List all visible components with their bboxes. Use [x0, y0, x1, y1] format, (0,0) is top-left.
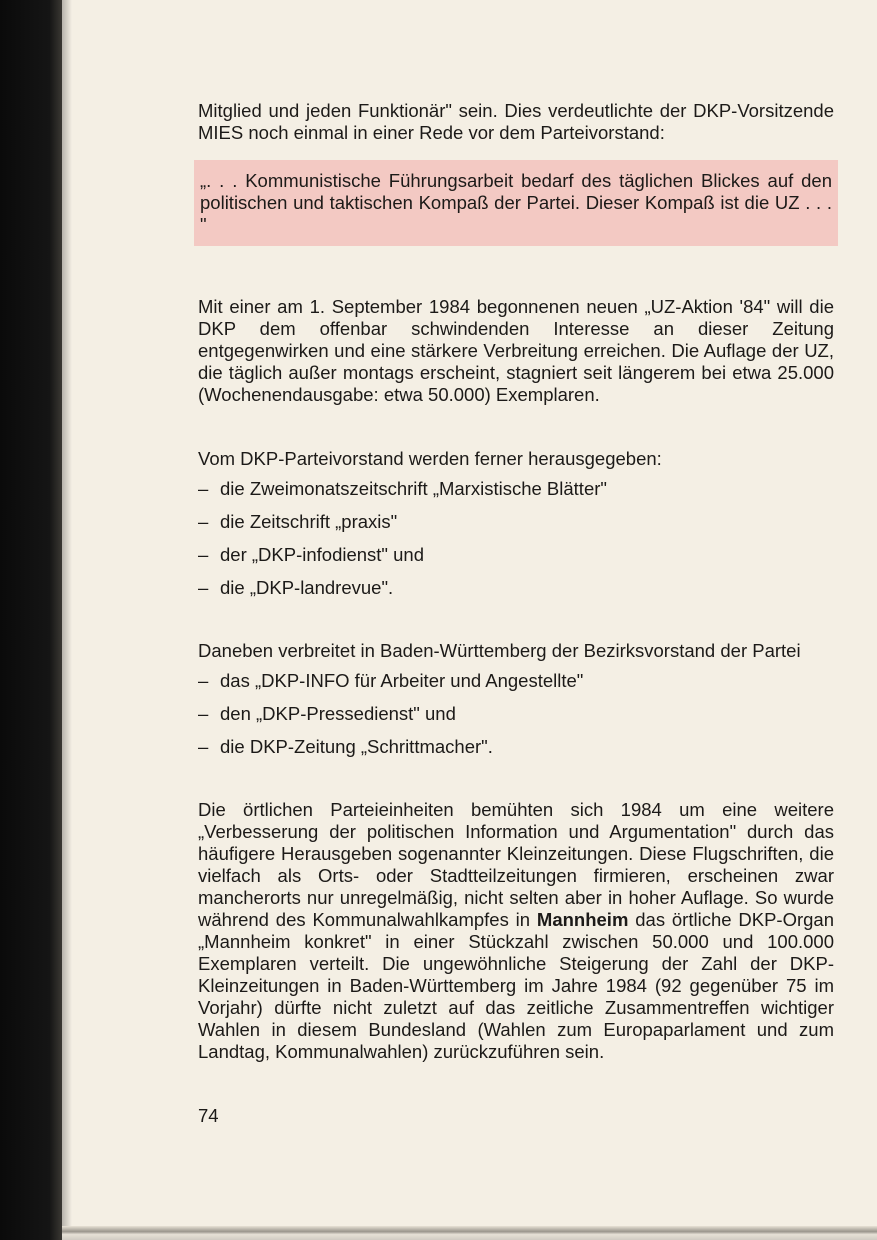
list-item: – die „DKP-landrevue". [198, 577, 394, 598]
page-shadow [62, 0, 72, 1240]
list-item-text: der „DKP-infodienst" und [220, 544, 425, 565]
highlighted-quote: „. . . Kommunistische Führungsarbeit bedarf des täglichen Blickes auf den politischen und taktischen Kompaß der Partei. Dieser Kompaß ist die UZ . . . " [194, 160, 838, 246]
list-item: – das „DKP-INFO für Arbeiter und Angestellte" [198, 670, 584, 691]
list2-intro: Daneben verbreitet in Baden-Württemberg der Bezirksvorstand der Partei [198, 640, 801, 661]
list-item: – der „DKP-infodienst" und [198, 544, 425, 565]
final-text-before: Die örtlichen Parteieinheiten bemühten sich 1984 um eine weitere „Verbesserung der politischen Information und Argumentation" durch das häufigere Herausgeben sogenannter Kleinzeitungen. Diese Flugschriften, die vielfach als Orts- oder Stadtteilzeitungen firmieren, erscheinen zwar mancherorts nur unregelmäßig, nicht selten aber in hoher Auflage. So wurde während des Kommunalwahlkampfes in [198, 799, 834, 930]
list-item: – die Zeitschrift „praxis" [198, 511, 398, 532]
book-binding [0, 0, 62, 1240]
page-bottom-edge [62, 1226, 877, 1240]
final-text-after: das örtliche DKP-Organ „Mannheim konkret" in einer Stückzahl zwischen 50.000 und 100.000 Exemplaren verteilt. Die ungewöhnliche Steigerung der Zahl der DKP-Kleinzeitungen in Baden-Württemberg im Jahre 1984 (92 gegenüber 75 im Vorjahr) dürfte nicht zuletzt auf das zeitliche Zusammentreffen wichtiger Wahlen in diesem Bundesland (Wahlen zum Europaparlament und zum Landtag, Kommunalwahlen) zurückzuführen sein. [198, 909, 834, 1062]
list-item-text: die Zweimonatszeitschrift „Marxistische Blätter" [220, 478, 607, 499]
uz-paragraph: Mit einer am 1. September 1984 begonnenen neuen „UZ-Aktion '84" will die DKP dem offenbar schwindenden Interesse an dieser Zeitung entgegenwirken und eine stärkere Verbreitung erreichen. Die Auflage der UZ, die täglich außer montags erscheint, stagniert seit längerem bei etwa 25.000 (Wochenendausgabe: etwa 50.000) Exemplaren. [198, 296, 834, 405]
list-item-text: die Zeitschrift „praxis" [220, 511, 398, 532]
publications-list-federal [198, 478, 834, 599]
list1-intro: Vom DKP-Parteivorstand werden ferner herausgegeben: [198, 448, 662, 469]
list-item: – den „DKP-Pressedienst" und [198, 703, 456, 724]
list-item-text: die „DKP-landrevue". [220, 577, 394, 598]
list-item: – die Zweimonatszeitschrift „Marxistische Blätter" [198, 478, 607, 499]
list-item: – die DKP-Zeitung „Schrittmacher". [198, 736, 493, 757]
page-content [198, 100, 834, 1127]
list-item-text: den „DKP-Pressedienst" und [220, 703, 456, 724]
page-number: 74 [198, 1105, 219, 1126]
list-item-text: die DKP-Zeitung „Schrittmacher". [220, 736, 493, 757]
publications-list-regional [198, 670, 834, 758]
list-item-text: das „DKP-INFO für Arbeiter und Angestellte" [220, 670, 584, 691]
intro-paragraph: Mitglied und jeden Funktionär" sein. Dies verdeutlichte der DKP-Vorsitzende MIES noch einmal in einer Rede vor dem Parteivorstand: [198, 100, 834, 143]
final-paragraph [198, 799, 834, 1063]
city-name-bold: Mannheim [536, 909, 629, 930]
